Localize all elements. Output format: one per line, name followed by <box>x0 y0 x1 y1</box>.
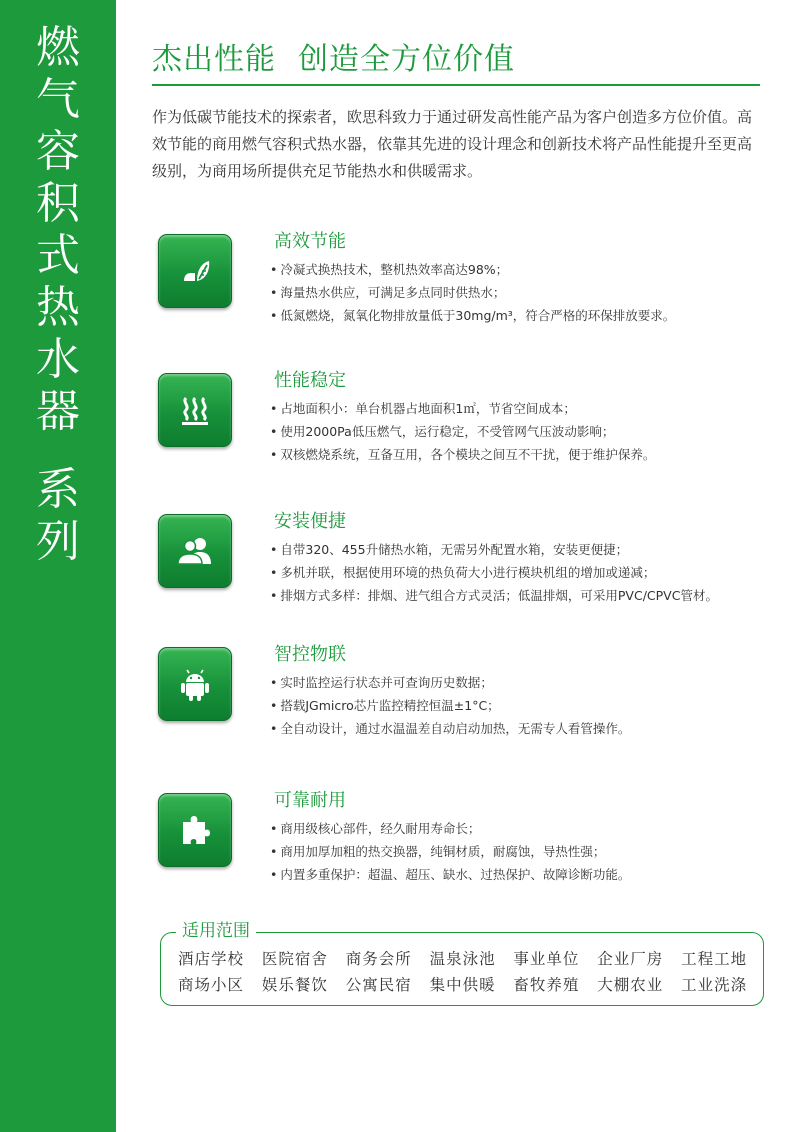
feature-item: • 占地面积小：单台机器占地面积1㎡，节省空间成本； <box>270 397 770 420</box>
scope-item: 酒店学校 <box>178 950 245 968</box>
scope-item: 娱乐餐饮 <box>261 976 328 994</box>
feature-title: 安装便捷 <box>274 511 346 532</box>
feature-list <box>270 397 770 466</box>
feature-list <box>270 817 770 886</box>
series-title-line2: 系列 <box>36 464 80 567</box>
feature-title: 智控物联 <box>274 644 346 665</box>
scope-item: 公寓民宿 <box>345 976 412 994</box>
feature-list <box>270 258 770 327</box>
scope-item: 集中供暖 <box>429 976 496 994</box>
feature-title: 可靠耐用 <box>274 790 346 811</box>
feature-installation <box>158 510 768 603</box>
headline-divider <box>152 84 760 86</box>
feature-item: • 商用级核心部件，经久耐用寿命长； <box>270 817 770 840</box>
scope-item: 医院宿舍 <box>261 950 328 968</box>
feature-item: • 多机并联，根据使用环境的热负荷大小进行模块机组的增加或递减； <box>270 561 770 584</box>
feature-efficiency <box>158 230 768 323</box>
headline-part2: 创造全方位价值 <box>298 42 515 77</box>
application-scope-label: 适用范围 <box>176 918 256 944</box>
scope-item: 商务会所 <box>345 950 412 968</box>
feature-item: • 低氮燃烧，氮氧化物排放量低于30mg/m³，符合严格的环保排放要求。 <box>270 304 770 327</box>
feature-list <box>270 538 770 607</box>
title-gap <box>28 438 88 464</box>
headline-part1: 杰出性能 <box>152 42 276 77</box>
feature-stability <box>158 369 768 462</box>
page-headline <box>152 34 515 78</box>
scope-item: 大棚农业 <box>597 976 664 994</box>
android-icon <box>158 647 232 721</box>
feature-item: • 实时监控运行状态并可查询历史数据； <box>270 671 770 694</box>
scope-item: 工业洗涤 <box>681 976 748 994</box>
series-title-line1: 燃气容积式热水器 <box>36 22 80 437</box>
puzzle-icon <box>158 793 232 867</box>
scope-item: 事业单位 <box>513 950 580 968</box>
heat-waves-icon <box>158 373 232 447</box>
feature-item: • 使用2000Pa低压燃气，运行稳定，不受管网气压波动影响； <box>270 420 770 443</box>
scope-item: 温泉泳池 <box>429 950 496 968</box>
intro-paragraph: 作为低碳节能技术的探索者，欧思科致力于通过研发高性能产品为客户创造多方位价值。高效节能的商用燃气容积式热水器，依靠其先进的设计理念和创新技术将产品性能提升至更高级别，为商用场所提供充足节能热水和供暖需求。 <box>152 108 753 180</box>
feature-item: • 内置多重保护：超温、超压、缺水、过热保护、故障诊断功能。 <box>270 863 770 886</box>
application-scope-grid <box>178 946 758 998</box>
scope-item: 畜牧养殖 <box>513 976 580 994</box>
leaf-icon <box>158 234 232 308</box>
feature-item: • 商用加厚加粗的热交换器，纯铜材质，耐腐蚀，导热性强； <box>270 840 770 863</box>
users-icon <box>158 514 232 588</box>
feature-title: 性能稳定 <box>274 370 346 391</box>
feature-list <box>270 671 770 740</box>
series-title <box>28 22 88 568</box>
feature-title: 高效节能 <box>274 231 346 252</box>
feature-durability <box>158 789 768 882</box>
feature-item: • 自带320、455升储热水箱，无需另外配置水箱，安装更便捷； <box>270 538 770 561</box>
feature-item: • 排烟方式多样：排烟、进气组合方式灵活；低温排烟，可采用PVC/CPVC管材。 <box>270 584 770 607</box>
scope-item: 商场小区 <box>178 976 245 994</box>
scope-item: 工程工地 <box>681 950 748 968</box>
feature-iot <box>158 643 768 736</box>
feature-item: • 海量热水供应，可满足多点同时供热水； <box>270 281 770 304</box>
feature-item: • 冷凝式换热技术，整机热效率高达98%； <box>270 258 770 281</box>
scope-item: 企业厂房 <box>597 950 664 968</box>
feature-item: • 双核燃烧系统，互备互用，各个模块之间互不干扰，便于维护保养。 <box>270 443 770 466</box>
feature-item: • 全自动设计，通过水温温差自动启动加热，无需专人看管操作。 <box>270 717 770 740</box>
feature-item: • 搭载JGmicro芯片监控精控恒温±1°C； <box>270 694 770 717</box>
